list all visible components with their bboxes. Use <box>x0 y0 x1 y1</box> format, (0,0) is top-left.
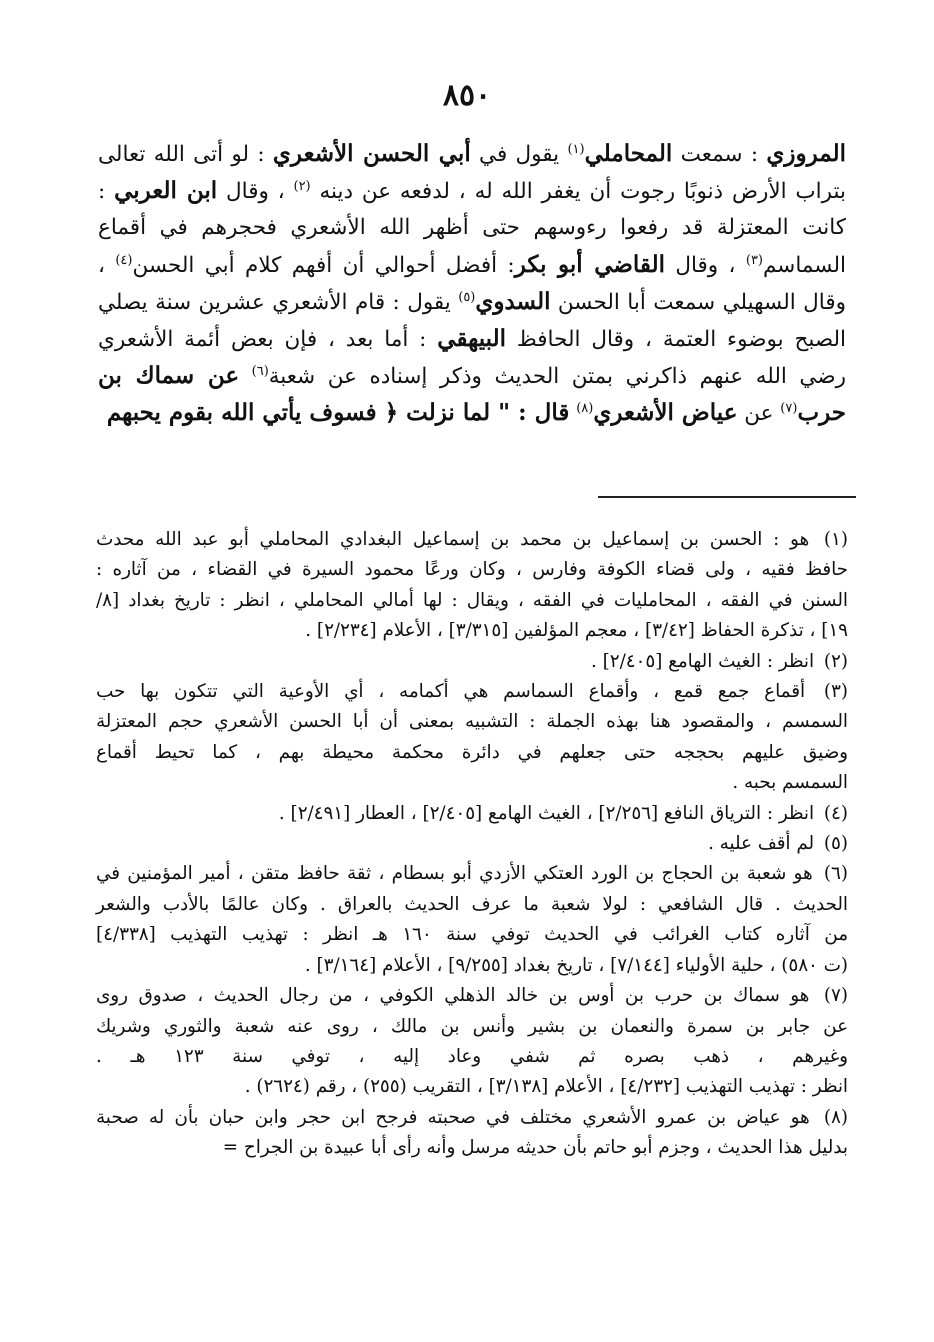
main-text-line: وقال السهيلي سمعت أبا الحسن السدوي$^{(٥)}$ يقول : قام الأشعري عشرين سنة يصلي <box>98 287 847 315</box>
footnote-line: (ت ٥٨٠) ، حلية الأولياء [٧/١٤٤] ، تاريخ بغداد [٩/٢٥٥] ، الأعلام [٣/١٦٤] . <box>304 954 848 976</box>
footnote-line: الحديث . قال الشافعي : لولا شعبة ما عرف الحديث بالعراق . وكان عالمًا بالأدب والشعر <box>96 893 848 915</box>
bold-name: ابن العربي <box>114 177 218 205</box>
footnote-line: السمسم بحبه . <box>732 772 848 794</box>
footnote-number: (٧) <box>813 985 848 1007</box>
footnote-line: حافظ فقيه ، ولى قضاء الكوفة وفارس ، وكان ورعًا محمود السيرة في القضاء ، من آثاره : <box>96 559 848 581</box>
footnote-number: (٤) <box>818 802 848 824</box>
bold-name: قال : " لما نزلت ﴿ فسوف يأتي الله بقوم يحبهم <box>106 399 570 427</box>
main-text-line: كانت المعتزلة قد رفعوا رءوسهم حتى أظهر الله الأشعري فحجرهم في أقماع <box>98 215 846 241</box>
footnote-marker[interactable]: (٤) <box>115 252 133 268</box>
footnote-number: (٥) <box>818 833 848 855</box>
footnote-line: وضيق عليهم بحججه حتى جعلهم في دائرة محكمة محيطة بهم ، كما تحيط أقماع <box>96 741 848 763</box>
footnote <box>96 1103 848 1164</box>
footnote-line: وغيرهم ، ذهب بصره ثم شفي وعاد إليه ، توفي سنة ١٢٣ هـ . <box>96 1045 848 1067</box>
footnote-marker[interactable]: (٧) <box>780 401 798 417</box>
bold-name: عياض الأشعري <box>593 399 738 427</box>
footnote-number: (٦) <box>816 863 848 885</box>
bold-name: المروزي <box>766 140 846 167</box>
footnote-line: بدليل هذا الحديث ، وجزم أبو حاتم بأن حديثه مرسل وأنه رأى أبا عبيدة بن الجراح = <box>222 1137 848 1159</box>
footnote-marker[interactable]: (٥) <box>458 289 476 305</box>
footnote-line: (١) هو : الحسن بن إسماعيل بن محمد بن إسماعيل البغدادي المحاملي أبو عبد الله محدث <box>96 529 848 550</box>
footnote-separator <box>598 496 856 498</box>
footnote-line: ١٩] ، تذكرة الحفاظ [٣/٤٢] ، معجم المؤلفين [٣/٣١٥] ، الأعلام [٢/٢٣٤] . <box>305 620 848 642</box>
footnote <box>96 647 848 677</box>
footnote-line: السمسم ، والمقصود هنا بهذه الجملة : التشبيه بمعنى أن أبا الحسن الأشعري حجم المعتزلة <box>96 711 848 733</box>
footnote-line: (٧) هو سماك بن حرب بن أوس بن خالد الذهلي الكوفي ، من رجال الحديث ، صدوق روى <box>96 985 848 1007</box>
bold-name: المحاملي <box>584 140 673 167</box>
main-text-line: رضي الله عنهم ذاكرني بمتن الحديث وذكر إسناده عن شعبة$^{(٦)}$ عن سماك بن <box>98 362 846 390</box>
main-text-line: المروزي : سمعت المحاملي$^{(١)}$ يقول في أبي الحسن الأشعري : لو أتى الله تعالى <box>98 140 846 167</box>
bold-name: البيهقي <box>437 325 506 353</box>
footnote-line: (٨) هو عياض بن عمرو الأشعري مختلف في صحبته فرجح ابن حجر وابن حبان بأن له صحبة <box>96 1106 848 1128</box>
main-text <box>98 136 846 433</box>
footnote-line: (٤) انظر : الترياق النافع [٢/٢٥٦] ، الغيث الهامع [٢/٤٠٥] ، العطار [٢/٤٩١] . <box>278 802 848 824</box>
footnote-line: السنن في الفقه ، المحامليات في الفقه ، ويقال : لها أمالي المحاملي ، انظر : تاريخ بغداد [٨/ <box>96 589 848 611</box>
footnote-line: (٣) أقماع جمع قمع ، وأقماع السماسم هي أكمامه ، أي الأوعية التي تتكون بها حب <box>96 681 848 703</box>
main-text-line: السماسم$^{(٣)}$ ، وقال القاضي أبو بكر: أفضل أحوالي أن أفهم كلام أبي الحسن$^{(٤)}$ ، <box>98 250 847 278</box>
bold-name: عن سماك بن <box>98 362 240 390</box>
footnote <box>96 829 848 859</box>
footnote-number: (٨) <box>813 1106 848 1128</box>
footnote-number: (٢) <box>818 650 848 672</box>
bold-name: القاضي أبو بكر <box>514 250 665 278</box>
footnote <box>96 981 848 1103</box>
footnote <box>96 799 848 829</box>
main-text-line: حرب$^{(٧)}$ عن عياض الأشعري$^{(٨)}$ قال : " لما نزلت ﴿ فسوف يأتي الله بقوم يحبهم <box>106 399 846 427</box>
bold-name: حرب <box>797 399 846 427</box>
bold-name: أبي الحسن الأشعري <box>272 140 471 167</box>
footnote-marker[interactable]: (١) <box>567 141 585 157</box>
footnote-line: من آثاره كتاب الغرائب في الحديث توفي سنة ١٦٠ هـ انظر : تهذيب التهذيب [٤/٣٣٨] <box>96 924 849 946</box>
footnote-number: (٣) <box>809 681 848 703</box>
footnote-number: (١) <box>813 529 848 550</box>
footnotes <box>96 525 848 1164</box>
footnote <box>96 859 848 981</box>
footnote-marker[interactable]: (٣) <box>745 252 763 268</box>
footnote-marker[interactable]: (٦) <box>251 364 269 380</box>
bold-name: السدوي <box>475 287 551 315</box>
footnote-marker[interactable]: (٨) <box>576 401 594 417</box>
footnote-line: عن جابر بن سمرة والنعمان بن بشير وأنس بن مالك ، روى عنه شعبة والثوري وشريك <box>96 1015 848 1037</box>
main-text-line: الصبح بوضوء العتمة ، وقال الحافظ البيهقي : أما بعد ، فإن بعض أئمة الأشعري <box>98 325 846 353</box>
footnote-line: انظر : تهذيب التهذيب [٤/٢٣٢] ، الأعلام [٣/١٣٨] ، التقريب (٢٥٥) ، رقم (٢٦٢٤) . <box>244 1076 848 1098</box>
main-text-line: بتراب الأرض ذنوبًا رجوت أن يغفر الله له ، لدفعه عن دينه $^{(٢)}$ ، وقال ابن العربي : <box>98 177 846 205</box>
page-number: ٨٥٠ <box>442 78 492 113</box>
footnote-marker[interactable]: (٢) <box>293 179 311 195</box>
footnote-line: (٥) لم أقف عليه . <box>708 833 848 855</box>
footnote-line: (٢) انظر : الغيث الهامع [٢/٤٠٥] . <box>590 650 848 672</box>
footnote <box>96 525 848 647</box>
footnote <box>96 677 848 799</box>
footnote-line: (٦) هو شعبة بن الحجاج بن الورد العتكي الأزدي أبو بسطام ، ثقة حافظ متقن ، أمير المؤمنين في <box>96 863 848 885</box>
